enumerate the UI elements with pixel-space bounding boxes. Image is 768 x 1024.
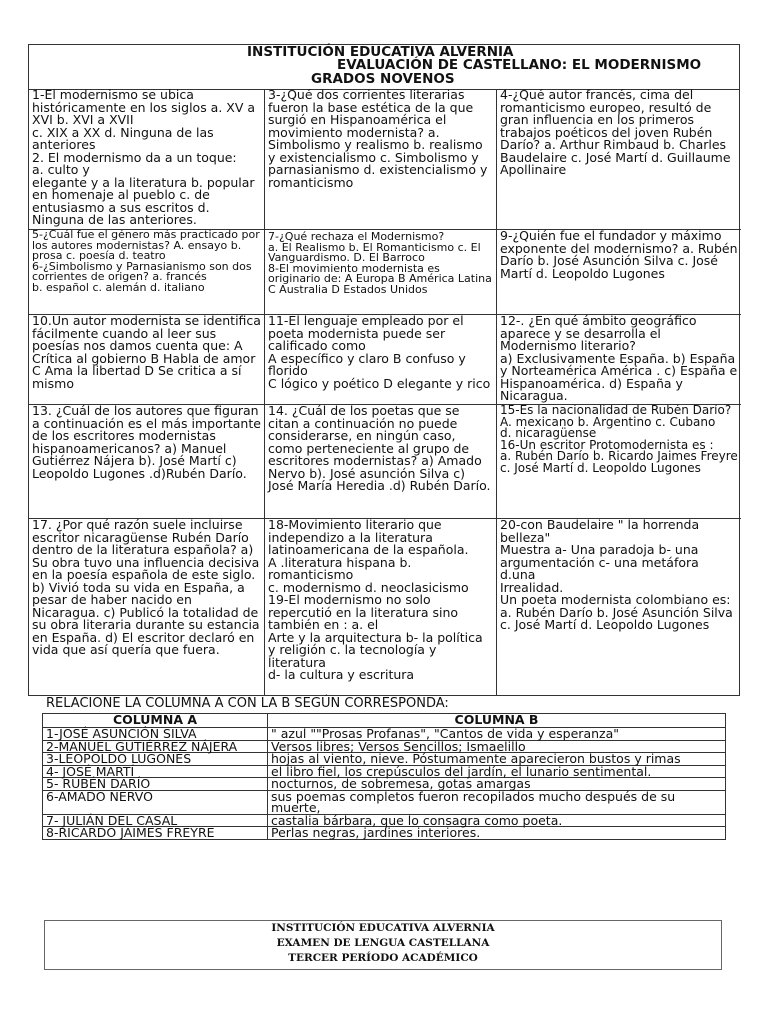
column-b-cell: sus poemas completos fueron recopilados mucho después de su muerte, [268, 790, 726, 814]
column-b-header: COLUMNA B [268, 714, 726, 728]
column-a-cell: 7- JULIÁN DEL CASAL [43, 814, 268, 827]
question-cell-5-6: 5-¿Cuál fue el género más practicado por los autores modernistas? A. ensayo b. prosa c. poesía d. teatro 6-¿Simbolismo y Parnasianismo son dos corrientes de origen? a. francés b. español c. alemán d. italiano [29, 230, 265, 315]
column-a-cell: 4- JOSÉ MARTÍ [43, 765, 268, 778]
question-cell-12: 12-. ¿En qué ámbito geográfico aparece y se desarrolla el Modernismo literario? a) Exclusivamente España. b) España y Norteamérica América . c) España e Hispanoamérica. d) España y Nicaragua. [497, 315, 741, 405]
footer-exam-title: EXAMEN DE LENGUA CASTELLANA [276, 937, 490, 949]
question-cell-3: 3-¿Qué dos corrientes literarias fueron la base estética de la que surgió en Hispanoamérica el movimiento modernista? a. Simbolismo y realismo b. realismo y existencialismo c. Simbolismo y parnasianismo d. existencialismo y romanticismo [265, 89, 497, 230]
column-a-cell: 5- RUBÉN DARÍO [43, 778, 268, 791]
column-a-cell: 1-JOSÉ ASUNCIÓN SILVA [43, 728, 268, 741]
question-cell-1-2: 1-El modernismo se ubica históricamente en los siglos a. XV a XVI b. XVI a XVII c. XIX a XX d. Ninguna de las anteriores 2. El modernismo da a un toque: a. culto y elegante y a la literatura b. popular en homenaje al pueblo c. de entusiasmo a sus escritos d. Ninguna de las anteriores. [29, 89, 265, 230]
question-cell-7-8: 7-¿Qué rechaza el Modernismo? a. El Realismo b. El Romanticismo c. El Vanguardismo. D. El Barroco 8-El movimiento modernista es originario de: A Europa B América Latina C Australia D Estados Unidos [265, 230, 497, 315]
exam-sheet [28, 44, 740, 696]
question-cell-18-19: 18-Movimiento literario que independizo a la literatura latinoamericana de la española. A .literatura hispana b. romanticismo c. modernismo d. neoclasicismo 19-El modernismo no solo repercutió en la literatura sino también en : a. el Arte y la arquitectura b- la política y religión c. la tecnología y literatura d- la cultura y escritura [265, 519, 497, 695]
column-b-cell: el libro fiel, los crepúsculos del jardín, el lunario sentimental. [268, 765, 726, 778]
header-grade: GRADOS NOVENOS [311, 71, 455, 87]
header-evaluation: EVALUACIÓN DE CASTELLANO: EL MODERNISMO [337, 57, 702, 73]
column-b-cell: castalia bárbara, que lo consagra como poeta. [268, 814, 726, 827]
column-b-cell: " azul ""Prosas Profanas", "Cantos de vida y esperanza" [268, 728, 726, 741]
exam-header [29, 45, 739, 90]
question-cell-20: 20-con Baudelaire " la horrenda belleza" Muestra a- Una paradoja b- una argumentación c- una metáfora d.una Irrealidad. Un poeta modernista colombiano es: a. Rubén Darío b. José Asunción Silva c. José Martí d. Leopoldo Lugones [500, 519, 733, 632]
question-cell-14: 14. ¿Cuál de los poetas que se citan a continuación no puede considerarse, en ningún caso, como perteneciente al grupo de escritores modernistas? a) Amado Nervo b). José asunción Silva c) José María Heredia .d) Rubén Darío. [265, 405, 497, 519]
footer-box [44, 920, 722, 970]
column-a-cell: 6-AMADO NERVO [43, 790, 268, 814]
question-cell-11: 11-El lenguaje empleado por el poeta modernista puede ser calificado como A específico y claro B confuso y florido C lógico y poético D elegante y rico [265, 315, 497, 405]
question-cell-13: 13. ¿Cuál de los autores que figuran a continuación es el más importante de los escritores modernistas hispanoamericanos? a) Manuel Gutiérrez Nájera b). José Martí c) Leopoldo Lugones .d)Rubén Darío. [29, 405, 265, 519]
question-cell-4: 4-¿Qué autor francés, cima del romanticismo europeo, resultó de gran influencia en los primeros trabajos poéticos del joven Rubén Darío? a. Arthur Rimbaud b. Charles Baudelaire c. José Martí d. Guillaume Apollinaire [497, 89, 741, 230]
question-cell-17: 17. ¿Por qué razón suele incluirse escritor nicaragüense Rubén Darío dentro de la literatura española? a) Su obra tuvo una influencia decisiva en la poesía española de este siglo. b) Vivió toda su vida en España, a pesar de haber nacido en Nicaragua. c) Publicó la totalidad de su obra literaria durante su estancia en España. d) El escritor declaró en vida que así quería que fuera. [29, 519, 265, 695]
footer-period: TERCER PERÍODO ACADÉMICO [288, 952, 478, 964]
column-b-cell: nocturnos, de sobremesa, gotas amargas [268, 778, 726, 791]
column-a-cell: 3-LEOPOLDO LUGONES [43, 753, 268, 766]
matching-table [42, 713, 726, 840]
column-a-header: COLUMNA A [43, 714, 268, 728]
question-cell-9: 9-¿Quién fue el fundador y máximo exponente del modernismo? a. Rubén Darío b. José Asunción Silva c. José Martí d. Leopoldo Lugones [497, 230, 741, 315]
footer-institution: INSTITUCIÓN EDUCATIVA ALVERNIA [271, 922, 495, 934]
relate-instruction: RELACIONE LA COLUMNA A CON LA B SEGÚN CORRESPONDA: [46, 696, 449, 711]
table-row [43, 827, 726, 840]
column-b-cell: Perlas negras, jardines interiores. [268, 827, 726, 840]
column-a-cell: 8-RICARDO JAIMES FREYRE [43, 827, 268, 840]
header-institution: INSTITUCIÓN EDUCATIVA ALVERNIA [247, 44, 514, 60]
column-a-cell: 2-MANUEL GUTIÉRREZ NÁJERA [43, 740, 268, 753]
table-row [43, 790, 726, 814]
question-cell-10: 10.Un autor modernista se identifica fácilmente cuando al leer sus poesías nos damos cuenta que: A Crítica al gobierno B Habla de amor C Ama la libertad D Se critica a sí mismo [29, 315, 265, 405]
questions-grid [29, 89, 739, 695]
column-b-cell: Versos libres; Versos Sencillos; Ismaelillo [268, 740, 726, 753]
question-cell-15-16: 15-Es la nacionalidad de Rubén Darío? A. mexicano b. Argentino c. Cubano d. nicaragüense 16-Un escritor Protomodernista es : a. Rubén Darío b. Ricardo Jaimes Freyre c. José Martí d. Leopoldo Lugones [497, 405, 741, 519]
column-b-cell: hojas al viento, nieve. Póstumamente aparecieron bustos y rimas [268, 753, 726, 766]
